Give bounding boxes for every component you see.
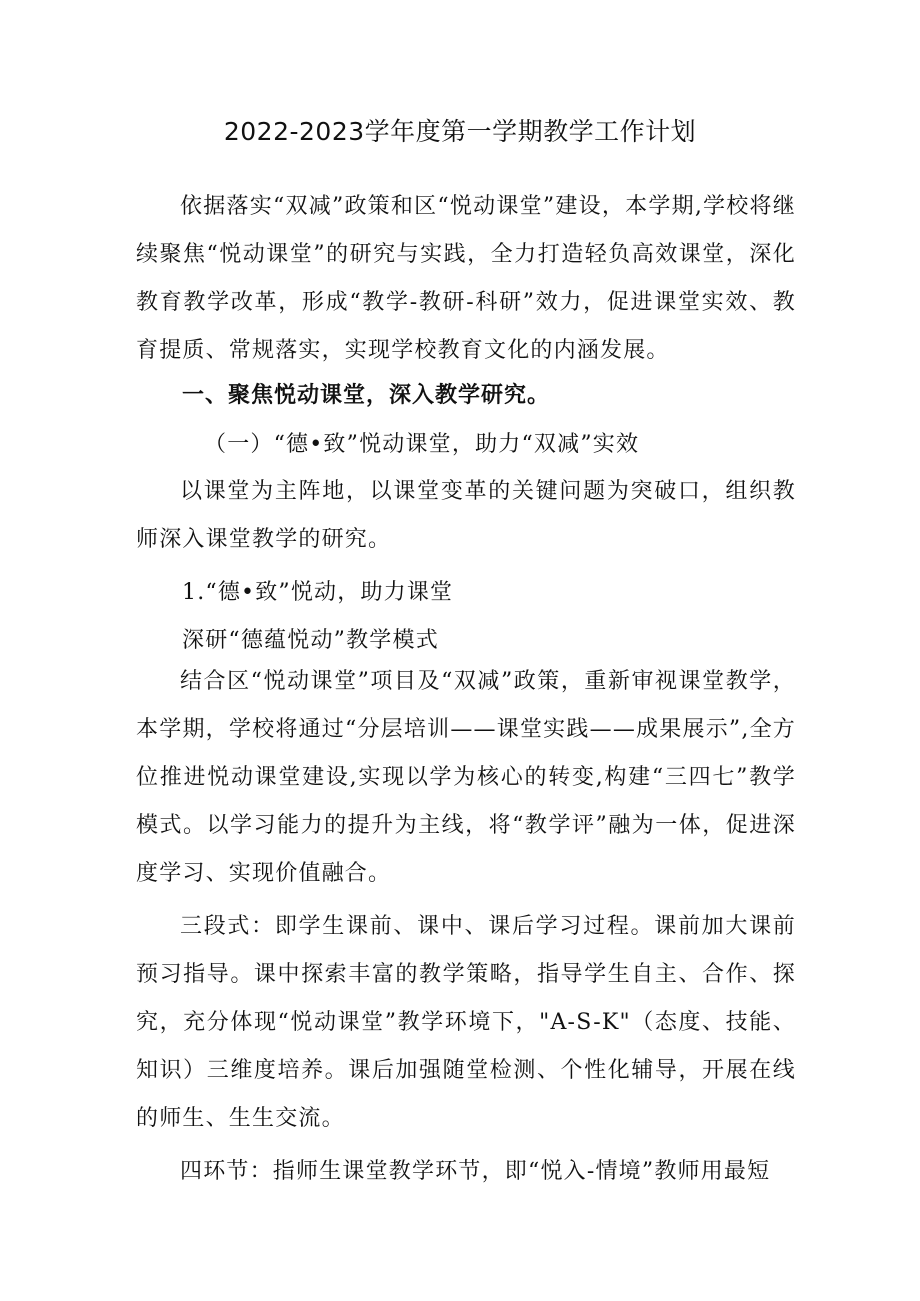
intro-text: 依据落实“双减”政策和区“悦动课堂”建设，本学期,学校将继续聚焦“悦动课堂”的研究与实践，全力打造轻负高效课堂，深化教育教学改革，形成“教学-教研-科研”效力，促进课堂实效、教育提质、常规落实，实现学校教育文化的内涵发展。 — [136, 194, 796, 363]
four-step-paragraph — [136, 1148, 796, 1196]
subsection-heading-1: （一）“德•致”悦动课堂，助力“双减”实效 — [204, 432, 640, 457]
model-paragraph — [136, 658, 796, 898]
item-subheading-1: 深研“德蕴悦动”教学模式 — [182, 628, 439, 653]
section-heading-1: 一、聚焦悦动课堂，深入教学研究。 — [182, 383, 551, 408]
intro-paragraph — [136, 183, 796, 375]
three-stage-paragraph — [136, 903, 796, 1143]
four-step-text: 四环节：指师生课堂教学环节，即“悦入-情境”教师用最短 — [180, 1159, 771, 1184]
page-title: 2022-2023学年度第一学期教学工作计划 — [223, 117, 697, 146]
classroom-text: 以课堂为主阵地，以课堂变革的关键问题为突破口，组织教师深入课堂教学的研究。 — [136, 479, 796, 552]
item-heading-1: 1.“德•致”悦动，助力课堂 — [182, 580, 454, 605]
classroom-paragraph — [136, 468, 796, 564]
model-text: 结合区“悦动课堂”项目及“双减”政策，重新审视课堂教学，本学期，学校将通过“分层培训——课堂实践——成果展示”,全方位推进悦动课堂建设,实现以学为核心的转变,构建“三四七”教学模式。以学习能力的提升为主线，将“教学评”融为一体，促进深度学习、实现价值融合。 — [136, 669, 796, 886]
three-stage-text: 三段式：即学生课前、课中、课后学习过程。课前加大课前预习指导。课中探索丰富的教学策略，指导学生自主、合作、探究，充分体现“悦动课堂”教学环境下，"A-S-K"（态度、技能、知识）三维度培养。课后加强随堂检测、个性化辅导，开展在线的师生、生生交流。 — [136, 914, 796, 1131]
